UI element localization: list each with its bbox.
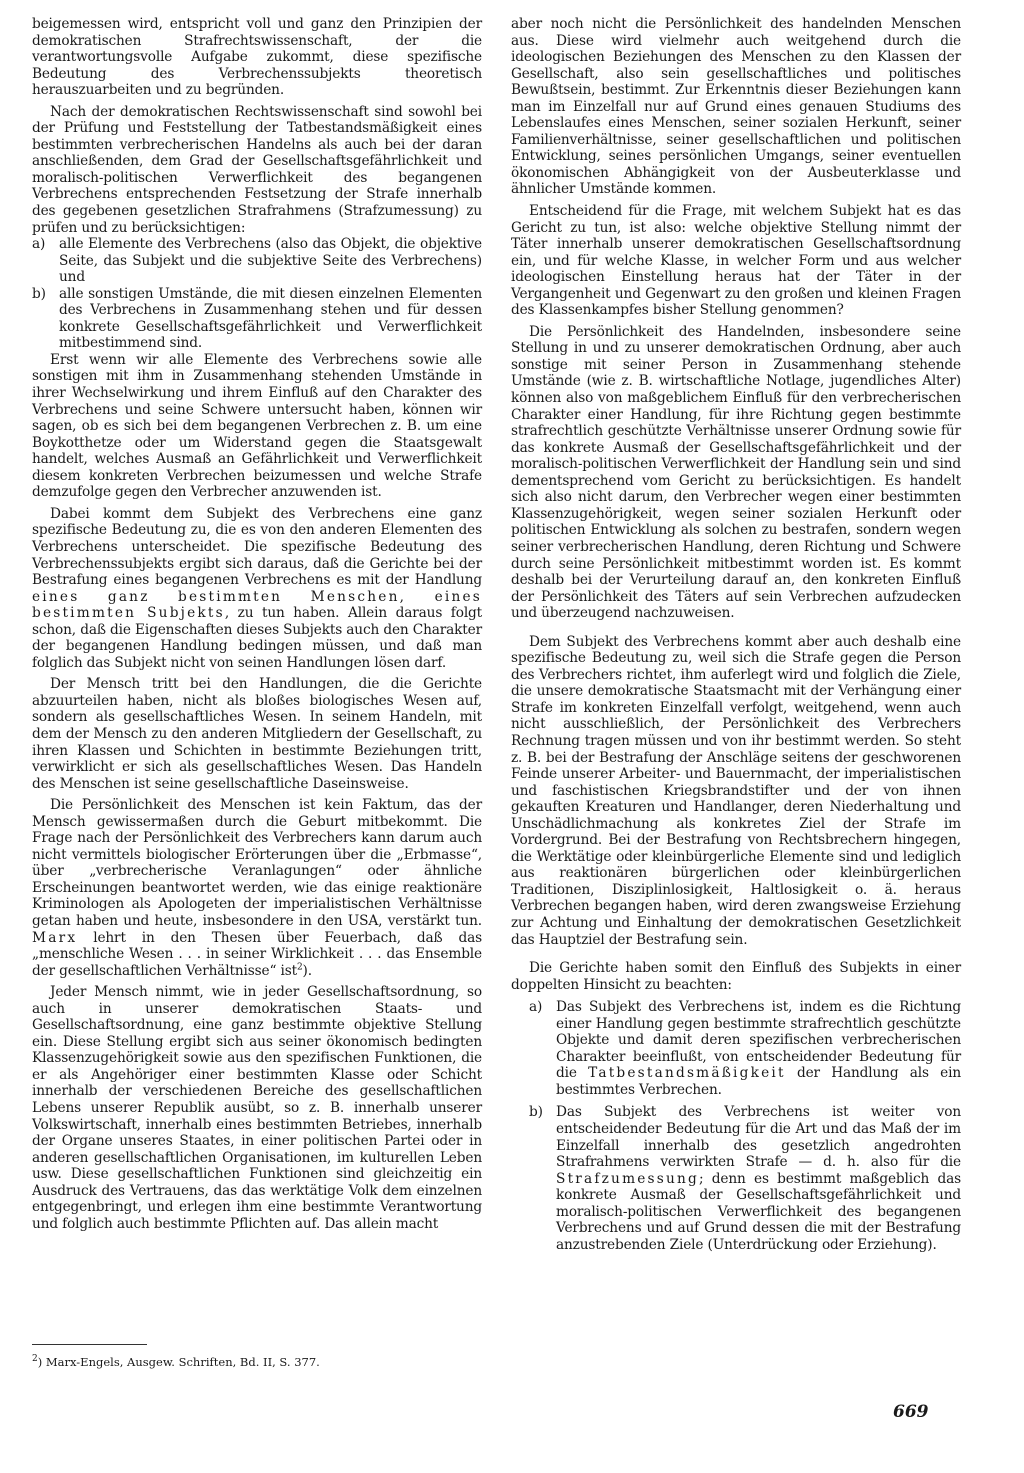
emphasized-text: Marx [32,929,78,946]
list-item [511,999,961,1098]
list-marker: b) [32,285,46,302]
left-column [32,16,482,1232]
text-run: Die Persönlichkeit des Menschen ist kein Faktum, das der Mensch gewissermaßen durch die Geburt mitbekommt. Die Frage nach der Persönlichkeit des Verbrechers kann darum auch nicht vermittels biologischer Erörterungen über die „Erbmasse“, über „verbrecherische Veranlagungen“ oder ähnliche Erscheinungen beantwortet werden, wie das einige reaktionäre Kriminologen als Apologeten der imperialistischen Verhältnisse getan haben und heute, insbesondere in den USA, verstärkt tun. [32,797,482,929]
right-column [511,16,961,1253]
text-run: ). [302,962,312,979]
paragraph [32,797,482,979]
list-item-text [556,1104,961,1253]
footnote-marker: 2 [32,1354,38,1365]
text-run: lehrt in den Thesen über Feuerbach, daß das „menschliche Wesen . . . in seiner Wirklichkeit . . . das Ensemble der gesellschaftlichen Verhältnisse“ ist [32,929,483,979]
list-item [511,1104,961,1253]
footnote-divider [32,1344,147,1345]
footnote-text: ) Marx-Engels, Ausgew. Schriften, Bd. II, S. 377. [37,1355,320,1369]
paragraph: aber noch nicht die Persönlichkeit des handelnden Menschen aus. Diese wird vielmehr auch weitgehend durch die ideologischen Beziehungen des Menschen zu den Klassen der Gesellschaft, also sein gesellschaftliches und politisches Bewußtsein, bestimmt. Zur Erkenntnis dieser Beziehungen kann man im Einzelfall nur auf Grund eines genauen Studiums des Lebenslaufes eines Menschen, seiner sozialen Herkunft, seiner Familienverhältnisse, seiner gesellschaftlichen und politischen Entwicklung, seines persönlichen Umgangs, seiner eventuellen ökonomischen Abhängigkeit von der Ausbeuterklasse und ähnlicher Umstände kommen. [511,16,961,198]
paragraph: Jeder Mensch nimmt, wie in jeder Gesellschaftsordnung, so auch in unserer demokratischen Staats- und Gesellschaftsordnung, eine ganz bestimmte objektive Stellung ein. Diese Stellung ergibt sich aus seiner ökonomisch bedingten Klassenzugehörigkeit sowie aus den spezifischen Funktionen, die er als Angehöriger einer bestimmten Klasse oder Schicht innerhalb der verschiedenen Bereiche des gesellschaftlichen Lebens unserer Republik ausübt, so z. B. innerhalb unserer Volkswirtschaft, innerhalb eines bestimmten Betriebes, innerhalb der Organe unseres Staates, in einer politischen Partei oder in anderen gesellschaftlichen Organisationen, im kulturellen Leben usw. Diese gesellschaftlichen Funktionen sind gleichzeitig ein Ausdruck des Vertrauens, das das werktätige Volk dem einzelnen entgegenbringt, und erlegen ihm eine bestimmte Verantwortung und folglich auch bestimmte Pflichten auf. Das allein macht [32,984,482,1232]
text-run: Das Subjekt des Verbrechens ist, indem es die Richtung einer Handlung gegen bestimmte strafrechtlich geschützte Objekte und damit deren spezifischen verbrecherischen Charakter beeinflußt, von entscheidender Bedeutung für die [556,999,961,1082]
paragraph: beigemessen wird, entspricht voll und ganz den Prinzipien der demokratischen Strafrechtswissenschaft, der die verantwortungsvolle Aufgabe zukommt, diese spezifische Bedeutung des Verbrechenssubjekts theoretisch herauszuarbeiten und zu begründen. [32,16,482,99]
paragraph: Die Persönlichkeit des Handelnden, insbesondere seine Stellung in und zu unserer demokratischen Ordnung, aber auch sonstige mit seiner Person in Zusammenhang stehende Umstände (wie z. B. wirtschaftliche Notlage, jugendliches Alter) können also von maßgeblichem Einfluß für den verbrecherischen Charakter einer Handlung, für ihre Richtung gegen bestimmte strafrechtlich geschützte Verhältnisse unserer Ordnung sowie für das konkrete Ausmaß der Gesellschaftsgefährlichkeit und der moralisch-politischen Verwerflichkeit der Handlung sein und sind dementsprechend vom Gericht zu berücksichtigen. Es handelt sich also nicht darum, den Verbrecher wegen einer bestimmten Klassenzugehörigkeit, wegen seiner sozialen Herkunft oder politischen Entwicklung als solchen zu bestrafen, sondern wegen seiner verbrecherischen Handlung, deren Richtung und Schwere durch seine Persönlichkeit mitbestimmt worden ist. Es kommt deshalb bei der Verurteilung darauf an, den konkreten Einfluß der Persönlichkeit des Täters auf sein Verbrechen aufzudecken und überzeugend nachzuweisen. [511,323,961,622]
list-marker: b) [529,1104,543,1121]
page-number: 669 [893,1402,929,1422]
text-run: , zu tun haben. Allein daraus folgt schon, daß die Eigenschaften dieses Subjekts auch den Charakter der begangenen Handlung bedingen müssen, und daß man folglich das Subjekt nicht von seinen Handlungen lösen darf. [32,605,483,671]
emphasized-text: Strafzumessung [556,1170,699,1187]
paragraph: Der Mensch tritt bei den Handlungen, die die Gerichte abzuurteilen haben, nicht als bloßes biologisches Wesen auf, sondern als gesellschaftliches Wesen. In seinem Handeln, mit dem der Mensch zu den anderen Mitgliedern der Gesellschaft, zu ihren Klassen und Schichten in bestimmte Beziehungen tritt, verwirklicht er sich als gesellschaftliches Wesen. Das Handeln des Menschen ist seine gesellschaftliche Daseinsweise. [32,676,482,792]
text-run: Dabei kommt dem Subjekt des Verbrechens eine ganz spezifische Bedeutung zu, die es von den anderen Elementen des Verbrechens unterscheidet. Die spezifische Bedeutung des Verbrechenssubjekts ergibt sich daraus, daß die Gerichte bei der Bestrafung eines begangenen Verbrechens es mit der Handlung [32,505,482,589]
text-run: der Handlung als ein bestimmtes Verbrechen. [556,1065,961,1098]
paragraph: Die Gerichte haben somit den Einfluß des Subjekts in einer doppelten Hinsicht zu beachten: [511,960,961,993]
paragraph [32,506,482,671]
list-item-text: alle sonstigen Umstände, die mit diesen einzelnen Elementen des Verbrechens in Zusammenhang stehen und für dessen konkrete Gesellschaftsgefährlichkeit und Verwerflichkeit mitbestimmend sind. [59,285,482,352]
list-item [32,236,482,286]
footnote-ref: 2 [296,962,303,973]
list-item [32,286,482,352]
emphasized-text: Tatbestandsmäßigkeit [588,1065,786,1082]
list-marker: a) [529,999,543,1016]
paragraph: Erst wenn wir alle Elemente des Verbrechens sowie alle sonstigen mit ihm in Zusammenhang stehenden Umstände in ihrer Wechselwirkung und ihrem Einfluß auf den Charakter des Verbrechens und seine Schwere untersucht haben, können wir sagen, ob es sich bei dem begangenen Verbrechen z. B. um eine Boykotthetze oder um Widerstand gegen die Staatsgewalt handelt, welches Ausmaß an Gefährlichkeit und Verwerflichkeit diesem konkreten Verbrechen beizumessen und welche Strafe demzufolge gegen den Verbrecher anzuwenden ist. [32,351,482,501]
list-item-text [556,999,961,1098]
paragraph: Nach der demokratischen Rechtswissenschaft sind sowohl bei der Prüfung und Feststellung der Tatbestandsmäßigkeit eines bestimmten verbrecherischen Handelns als auch bei der daran anschließenden, dem Grad der Gesellschaftsgefährlichkeit und moralisch-politischen Verwerflichkeit des begangenen Verbrechens entsprechenden Festsetzung der Strafe innerhalb des gegebenen gesetzlichen Strafrahmens (Strafzumessung) zu prüfen und zu berücksichtigen: [32,103,482,236]
list-marker: a) [32,236,46,253]
list-item-text: alle Elemente des Verbrechens (also das Objekt, die objektive Seite, das Subjekt und die subjektive Seite des Verbrechens) und [59,236,482,286]
text-run: Das Subjekt des Verbrechens ist weiter von entscheidender Bedeutung für die Art und das Maß der im Einzelfall innerhalb des gesetzlich angedrohten Strafrahmens verwirkten Strafe — d. h. also für die [556,1104,961,1171]
text-run: ; denn es bestimmt maßgeblich das konkrete Ausmaß der Gesellschaftsgefährlichkeit und moralisch-politischen Verwerflichkeit des begangenen Verbrechens und auf Grund dessen die mit der Bestrafung anzustrebenden Ziele (Unterdrückung oder Erziehung). [556,1170,961,1253]
paragraph: Entscheidend für die Frage, mit welchem Subjekt hat es das Gericht zu tun, ist also: welche objektive Stellung nimmt der Täter innerhalb unserer demokratischen Gesellschaftsordnung ein, und für welche Klasse, in welcher Form und aus welcher ideologischen Einstellung heraus hat der Täter in der Vergangenheit und Gegenwart zu den großen und kleinen Fragen des Klassenkampfes bisher Stellung genommen? [511,203,961,319]
emphasized-text: eines ganz bestimmten Menschen, eines bestimmten Subjekts [32,588,482,622]
footnote [32,1355,320,1369]
paragraph: Dem Subjekt des Verbrechens kommt aber auch deshalb eine spezifische Bedeutung zu, weil sich die Strafe gegen die Person des Verbrechers richtet, ihm auferlegt wird und folglich die Ziele, die unsere demokratische Staatsmacht mit der Verhängung einer Strafe im konkreten Einzelfall verfolgt, weitgehend, wenn auch nicht ausschließlich, der Persönlichkeit des Verbrechers Rechnung tragen müssen und von ihr bestimmt werden. So steht z. B. bei der Bestrafung der Anschläge seitens der geschworenen Feinde unserer Arbeiter- und Bauernmacht, der imperialistischen und faschistischen Kriegsbrandstifter und der von ihnen gekauften Kreaturen und Handlanger, deren Niederhaltung und Unschädlichmachung als konkretes Ziel der Strafe im Vordergrund. Bei der Bestrafung von Rechtsbrechern hingegen, die Werktätige oder kleinbürgerliche Elemente sind und lediglich aus reaktionären bürgerlichen oder kleinbürgerlichen Traditionen, Disziplinlosigkeit, Haltlosigkeit o. ä. heraus Verbrechen begangen haben, wird deren zwangsweise Erziehung zur Achtung und Einhaltung der demokratischen Gesetzlichkeit das Hauptziel der Bestrafung sein. [511,633,961,948]
